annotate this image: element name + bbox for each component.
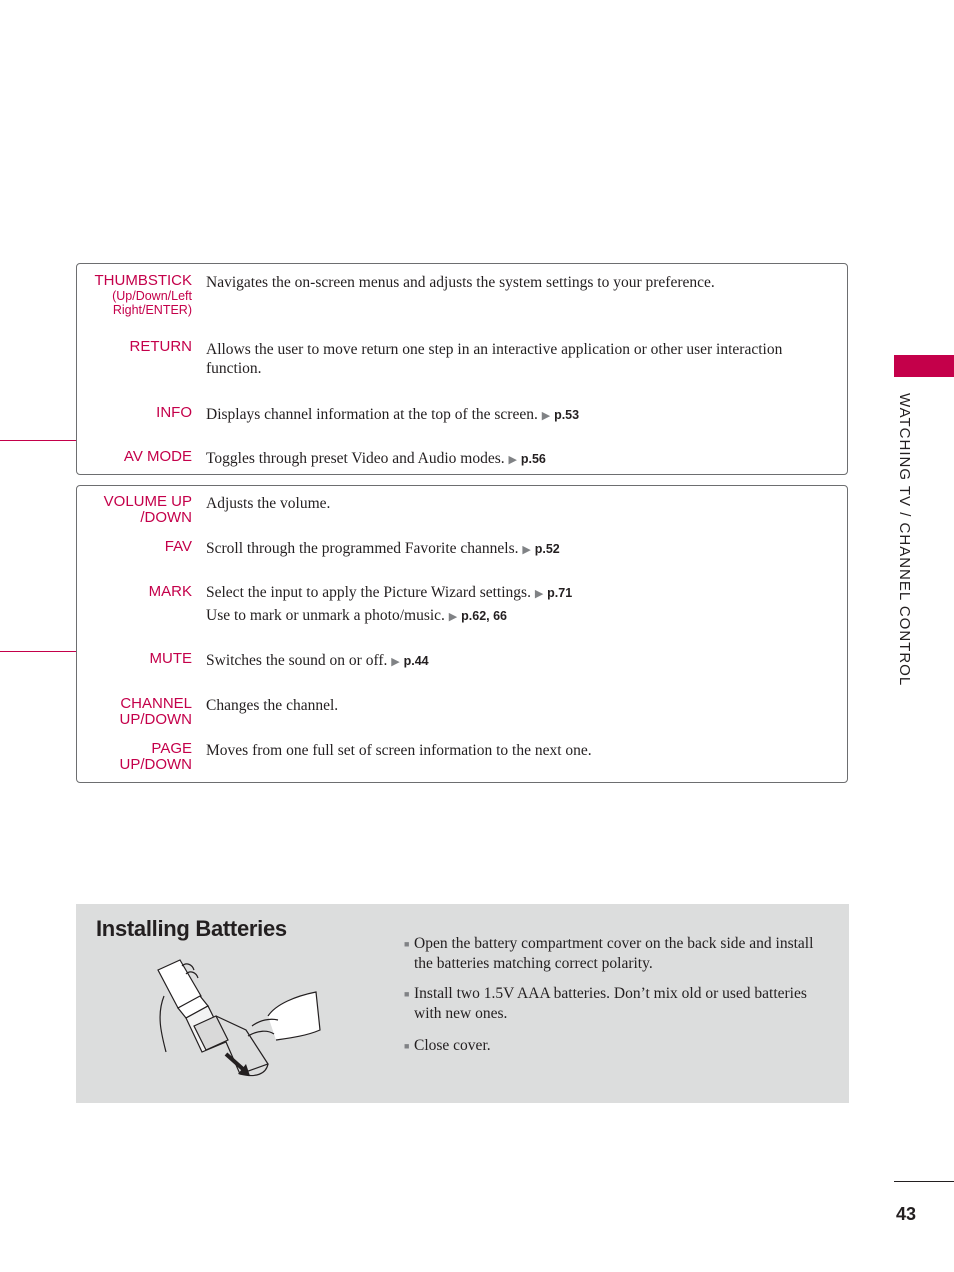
page-reference: p.62, 66 bbox=[461, 609, 508, 623]
installing-batteries-panel bbox=[76, 904, 849, 1103]
remote-battery-illustration bbox=[156, 956, 326, 1082]
arrow-right-icon: ▶ bbox=[508, 454, 517, 466]
page-reference: p.44 bbox=[403, 654, 429, 668]
control-description: Adjusts the volume. bbox=[206, 495, 331, 512]
page-reference: p.53 bbox=[554, 408, 580, 422]
arrow-right-icon: ▶ bbox=[522, 544, 531, 556]
control-key-info: INFO bbox=[156, 404, 192, 421]
control-key-page: PAGE UP/DOWN bbox=[119, 740, 192, 773]
control-description: Changes the channel. bbox=[206, 697, 339, 714]
list-item: ■ Install two 1.5V AAA batteries. Don’t mix old or used batteries with new ones. bbox=[404, 985, 807, 1022]
control-key-mark: MARK bbox=[148, 583, 192, 600]
control-key-subtitle: (Up/Down/Left Right/ENTER) bbox=[112, 289, 192, 317]
arrow-right-icon: ▶ bbox=[391, 656, 400, 668]
control-description: Moves from one full set of screen information to the next one. bbox=[206, 742, 592, 759]
arrow-right-icon: ▶ bbox=[448, 611, 458, 623]
page-reference: p.56 bbox=[520, 452, 546, 466]
arrow-right-icon: ▶ bbox=[534, 588, 544, 600]
control-description: Allows the user to move return one step in an interactive application or other user interaction function. bbox=[206, 341, 783, 377]
page-reference: p.71 bbox=[547, 586, 573, 600]
section-tab-marker bbox=[894, 355, 954, 377]
control-description: Switches the sound on or off. ▶ p.44 bbox=[206, 652, 429, 669]
footer-rule bbox=[894, 1181, 954, 1182]
control-description: Select the input to apply the Picture Wizard settings. ▶ p.71 Use to mark or unmark a photo/music. ▶ p.62, 66 bbox=[206, 584, 573, 624]
page-reference: p.52 bbox=[534, 542, 560, 556]
arrow-right-icon: ▶ bbox=[541, 410, 551, 422]
list-item: ■ Open the battery compartment cover on the back side and install the batteries matching correct polarity. bbox=[404, 935, 814, 972]
divider-line bbox=[0, 651, 77, 652]
control-key-fav: FAV bbox=[164, 538, 192, 555]
section-tab-label: WATCHING TV / CHANNEL CONTROL bbox=[896, 393, 913, 687]
square-bullet-icon: ■ bbox=[404, 1041, 410, 1051]
control-key-return: RETURN bbox=[129, 338, 192, 355]
control-key-mute: MUTE bbox=[149, 650, 192, 667]
battery-steps-list bbox=[404, 934, 824, 1066]
control-key-volume: VOLUME UP /DOWN bbox=[103, 493, 192, 526]
list-item: ■ Close cover. bbox=[404, 1037, 491, 1054]
remote-controls-table-1 bbox=[76, 263, 848, 475]
square-bullet-icon: ■ bbox=[404, 989, 410, 999]
remote-controls-table-2 bbox=[76, 485, 848, 783]
control-key-av-mode: AV MODE bbox=[123, 448, 192, 465]
section-title: Installing Batteries bbox=[96, 916, 287, 941]
control-description: Toggles through preset Video and Audio modes. ▶ p.56 bbox=[206, 450, 546, 467]
control-key-channel: CHANNEL UP/DOWN bbox=[119, 695, 192, 728]
control-description: Navigates the on-screen menus and adjusts the system settings to your preference. bbox=[206, 274, 715, 291]
control-description: Scroll through the programmed Favorite channels. ▶ p.52 bbox=[206, 540, 560, 557]
square-bullet-icon: ■ bbox=[404, 939, 410, 949]
control-description: Displays channel information at the top of the screen. ▶ p.53 bbox=[206, 406, 580, 423]
control-key-thumbstick: THUMBSTICK (Up/Down/Left Right/ENTER) bbox=[82, 273, 192, 317]
divider-line bbox=[0, 440, 77, 441]
page-number: 43 bbox=[896, 1204, 917, 1224]
